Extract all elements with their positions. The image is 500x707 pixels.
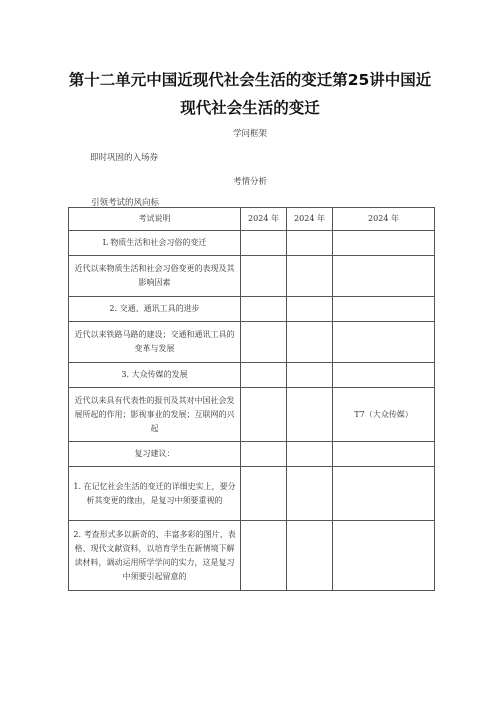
row-year-1-cell [241, 322, 287, 363]
row-year-1-cell [241, 388, 287, 442]
row-description: L 物质生活和社会习俗的变迁 [69, 231, 241, 256]
header-year-2: 2024 年 [287, 208, 333, 231]
guide-label: 引领考试的风向标 [91, 198, 160, 208]
document-title-line-1: 第十二单元中国近现代社会生活的变迁第25讲中国近 [68, 71, 432, 89]
table-row [69, 467, 435, 521]
table-row [69, 363, 435, 388]
row-year-3-cell [333, 256, 435, 297]
row-description: 近代以来物质生活和社会习俗变更的表现及其影响因素 [69, 256, 241, 297]
row-year-3-cell [333, 363, 435, 388]
section-heading-analysis: 考情分析 [232, 177, 267, 187]
row-year-1-cell [241, 442, 287, 467]
row-year-3-cell [333, 297, 435, 322]
table-row [69, 442, 435, 467]
document-title-line-2: 现代社会生活的变迁 [180, 99, 320, 117]
row-year-3-cell [333, 467, 435, 521]
row-year-2-cell [287, 322, 333, 363]
row-year-2-cell [287, 388, 333, 442]
row-year-1-cell [241, 297, 287, 322]
row-year-2-cell [287, 231, 333, 256]
row-year-3-cell [333, 231, 435, 256]
row-year-2-cell [287, 297, 333, 322]
table-row [69, 231, 435, 256]
row-year-2-cell [287, 521, 333, 591]
row-description: 3. 大众传媒的发展 [69, 363, 241, 388]
row-description: 2. 交通、通讯工具的进步 [69, 297, 241, 322]
review-advice-1: 1. 在记忆社会生活的变迁的详细史实上，要分析其变更的缘由，是复习中须要重视的 [69, 467, 241, 521]
row-year-3-cell [333, 322, 435, 363]
review-advice-2: 2. 考查形式多以新奇的、丰富多彩的图片、表格、现代文献资料，以培育学生在新情境下解读材料，调动运用所学学问的实力，这是复习中须要引起留意的 [69, 521, 241, 591]
row-year-1-cell [241, 256, 287, 297]
row-year-2-cell [287, 442, 333, 467]
row-year-1-cell [241, 363, 287, 388]
header-year-3: 2024 年 [333, 208, 435, 231]
header-exam-description: 考试说明 [69, 208, 241, 231]
row-description: 近代以来铁路马路的建设；交通和通讯工具的变革与发展 [69, 322, 241, 363]
table-header-row [69, 208, 435, 231]
row-year-2-cell [287, 467, 333, 521]
row-year-1-cell [241, 521, 287, 591]
row-year-1-cell [241, 231, 287, 256]
row-year-3-cell [333, 521, 435, 591]
table-row [69, 388, 435, 442]
table-row [69, 297, 435, 322]
table-row [69, 256, 435, 297]
exam-analysis-table [68, 207, 435, 591]
row-year-1-cell [241, 467, 287, 521]
row-description: 近代以来具有代表性的报刊及其对中国社会发展所起的作用；影视事业的发展；互联网的兴起 [69, 388, 241, 442]
section-heading-framework: 学问框架 [232, 129, 267, 139]
row-year-2-cell [287, 363, 333, 388]
row-year-3-cell [333, 442, 435, 467]
row-year-2-cell [287, 256, 333, 297]
header-year-1: 2024 年 [241, 208, 287, 231]
entry-ticket-label: 即时巩固的入场券 [90, 153, 159, 163]
table-row [69, 322, 435, 363]
review-advice-heading: 复习建议： [69, 442, 241, 467]
table-row [69, 521, 435, 591]
row-year-3-cell: T7（大众传媒） [333, 388, 435, 442]
